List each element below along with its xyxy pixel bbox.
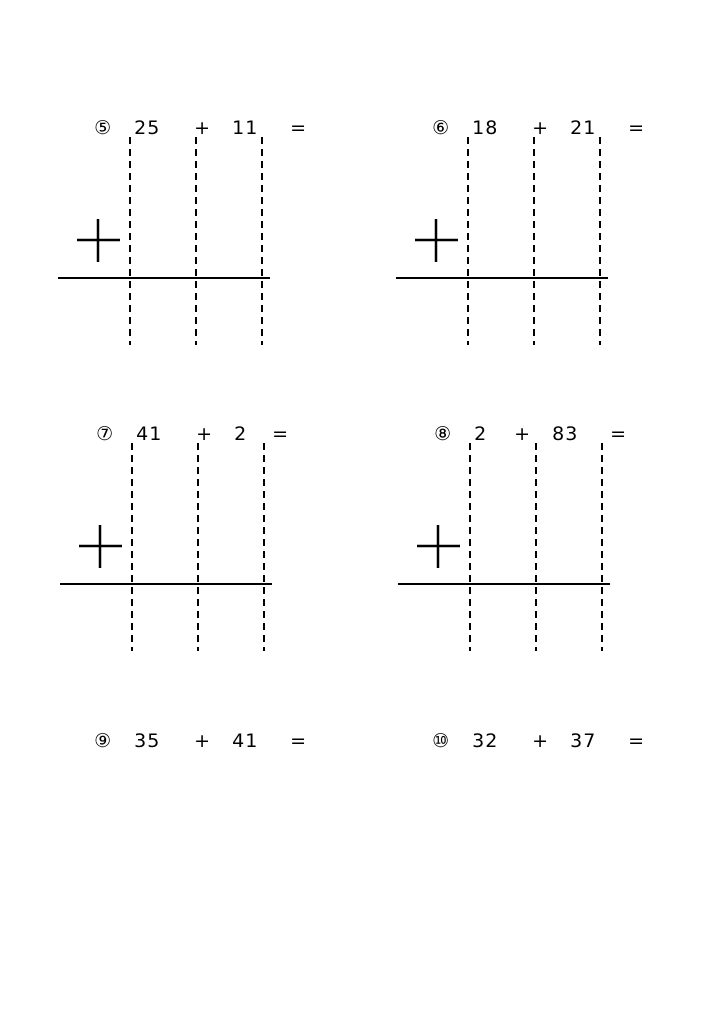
problem-number: ⑩	[432, 730, 451, 752]
problem-8	[398, 389, 698, 649]
problem-number: ⑥	[432, 117, 451, 139]
addend-a: 41	[136, 423, 163, 445]
addend-b: 37	[570, 730, 597, 752]
equation-5	[66, 83, 320, 139]
problem-5	[58, 83, 358, 343]
column-addition-grid	[60, 431, 280, 656]
equals-sign: =	[628, 117, 646, 139]
equation-10	[404, 696, 658, 752]
equals-sign: =	[272, 423, 290, 445]
plus-operator: +	[532, 117, 550, 139]
equation-9	[66, 696, 320, 752]
equals-sign: =	[610, 423, 628, 445]
equals-sign: =	[628, 730, 646, 752]
problem-6	[396, 83, 696, 343]
plus-operator: +	[532, 730, 550, 752]
problem-10	[396, 696, 696, 752]
problem-7	[60, 389, 360, 649]
addend-b: 83	[552, 423, 579, 445]
problem-number: ⑧	[434, 423, 453, 445]
equation-8	[406, 389, 640, 445]
column-addition-grid	[396, 125, 616, 350]
plus-sign-icon	[415, 219, 458, 262]
plus-operator: +	[194, 730, 212, 752]
addend-b: 11	[232, 117, 259, 139]
plus-operator: +	[194, 117, 212, 139]
equals-sign: =	[290, 117, 308, 139]
plus-sign-icon	[77, 219, 120, 262]
plus-sign-icon	[79, 525, 122, 568]
plus-operator: +	[514, 423, 532, 445]
addend-b: 2	[234, 423, 248, 445]
addend-a: 2	[474, 423, 488, 445]
plus-operator: +	[196, 423, 214, 445]
plus-sign-icon	[417, 525, 460, 568]
equation-6	[404, 83, 658, 139]
column-addition-grid	[58, 125, 278, 350]
column-addition-grid	[398, 431, 618, 656]
addend-a: 35	[134, 730, 161, 752]
addend-a: 32	[472, 730, 499, 752]
problem-number: ⑤	[94, 117, 113, 139]
equation-7	[68, 389, 302, 445]
addend-a: 25	[134, 117, 161, 139]
problem-number: ⑨	[94, 730, 113, 752]
addend-b: 41	[232, 730, 259, 752]
addend-b: 21	[570, 117, 597, 139]
problem-number: ⑦	[96, 423, 115, 445]
addend-a: 18	[472, 117, 499, 139]
problem-9	[58, 696, 358, 752]
equals-sign: =	[290, 730, 308, 752]
